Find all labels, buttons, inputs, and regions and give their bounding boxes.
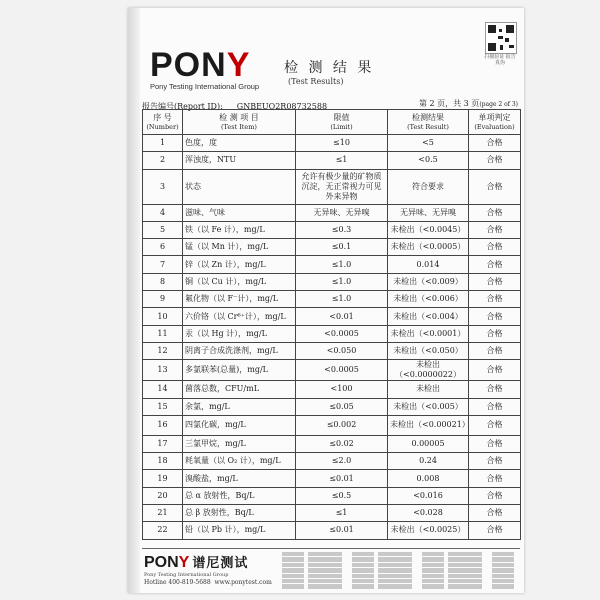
table-row: [143, 239, 521, 256]
footer-branch-list: [282, 552, 518, 590]
table-row: [143, 169, 521, 204]
row-test-item: 锌（以 Zn 计），mg/L: [183, 256, 296, 273]
table-row: [143, 325, 521, 342]
qr-caption: 扫描验证 报告真伪: [484, 54, 516, 66]
row-result: 未检出（<0.0001）: [388, 325, 469, 342]
row-number: 17: [143, 435, 183, 452]
row-number: 16: [143, 415, 183, 435]
report-title-cn: 检 测 结 果: [284, 60, 375, 76]
footer-subtitle: Pony Testing International Group: [144, 572, 229, 578]
row-result: <0.5: [388, 152, 469, 169]
row-result: 未检出（<0.050）: [388, 342, 469, 359]
header-limit: 限值 (Limit): [296, 110, 388, 135]
row-evaluation: 合格: [469, 453, 521, 470]
page-binding-edge: [128, 8, 140, 593]
row-evaluation: 合格: [469, 291, 521, 308]
footer: [142, 548, 520, 593]
row-number: 20: [143, 487, 183, 504]
table-row: [143, 398, 521, 415]
row-result: 无异味、无异嗅: [388, 204, 469, 221]
row-limit: ≤0.3: [296, 221, 388, 238]
row-limit: <100: [296, 381, 388, 398]
footer-hotline: Hotline 400-819-5688 www.ponytest.com: [144, 579, 272, 586]
row-limit: ≤2.0: [296, 453, 388, 470]
row-number: 12: [143, 342, 183, 359]
row-result: 未检出（<0.004）: [388, 308, 469, 325]
row-number: 11: [143, 325, 183, 342]
row-evaluation: 合格: [469, 522, 521, 539]
row-limit: ≤1.0: [296, 291, 388, 308]
row-number: 2: [143, 152, 183, 169]
row-result: 符合要求: [388, 169, 469, 204]
row-limit: ≤1.0: [296, 256, 388, 273]
page-number: 第 2 页，共 3 页(page 2 of 3): [418, 99, 518, 108]
row-limit: <0.050: [296, 342, 388, 359]
row-number: 15: [143, 398, 183, 415]
row-result: <5: [388, 135, 469, 152]
row-result: 0.008: [388, 470, 469, 487]
table-row: [143, 505, 521, 522]
row-test-item: 铅（以 Pb 计），mg/L: [183, 522, 296, 539]
table-row: [143, 291, 521, 308]
row-test-item: 溴酸盐，mg/L: [183, 470, 296, 487]
row-test-item: 六价铬（以 Cr⁶⁺计），mg/L: [183, 308, 296, 325]
row-test-item: 滋味、气味: [183, 204, 296, 221]
row-evaluation: 合格: [469, 308, 521, 325]
row-number: 21: [143, 505, 183, 522]
row-result: 未检出（<0.006）: [388, 291, 469, 308]
row-limit: 允许有极少量的矿物质沉淀，无正常视力可见外来异物: [296, 169, 388, 204]
table-row: [143, 435, 521, 452]
table-row: [143, 381, 521, 398]
report-title-en: (Test Results): [288, 77, 344, 86]
table-row: [143, 487, 521, 504]
table-row: [143, 204, 521, 221]
table-row: [143, 308, 521, 325]
row-test-item: 多氯联苯(总量)，mg/L: [183, 360, 296, 381]
header-test-item: 检 测 项 目 (Test Item): [183, 110, 296, 135]
table-row: [143, 256, 521, 273]
row-result: 0.24: [388, 453, 469, 470]
footer-logo: PONY 谱尼测试: [144, 554, 249, 571]
row-number: 18: [143, 453, 183, 470]
row-result: 0.00005: [388, 435, 469, 452]
row-result: <0.016: [388, 487, 469, 504]
row-evaluation: 合格: [469, 256, 521, 273]
row-number: 4: [143, 204, 183, 221]
table-row: [143, 415, 521, 435]
row-number: 13: [143, 360, 183, 381]
row-limit: ≤1: [296, 505, 388, 522]
row-result: 未检出（<0.0025）: [388, 522, 469, 539]
table-row: [143, 221, 521, 238]
row-evaluation: 合格: [469, 360, 521, 381]
row-test-item: 耗氧量（以 O₂ 计），mg/L: [183, 453, 296, 470]
table-row: [143, 453, 521, 470]
row-limit: ≤1: [296, 152, 388, 169]
table-row: [143, 152, 521, 169]
row-evaluation: 合格: [469, 415, 521, 435]
row-test-item: 铁（以 Fe 计），mg/L: [183, 221, 296, 238]
row-test-item: 铜（以 Cu 计），mg/L: [183, 273, 296, 290]
row-evaluation: 合格: [469, 487, 521, 504]
row-test-item: 色度，度: [183, 135, 296, 152]
row-number: 7: [143, 256, 183, 273]
row-number: 6: [143, 239, 183, 256]
row-limit: 无异味、无异嗅: [296, 204, 388, 221]
header-evaluation: 单项判定 (Evaluation): [469, 110, 521, 135]
row-result: 未检出（<0.009）: [388, 273, 469, 290]
row-evaluation: 合格: [469, 221, 521, 238]
row-evaluation: 合格: [469, 239, 521, 256]
row-test-item: 总 α 放射性，Bq/L: [183, 487, 296, 504]
row-limit: <0.0005: [296, 325, 388, 342]
row-evaluation: 合格: [469, 169, 521, 204]
row-test-item: 氟化物（以 F⁻计），mg/L: [183, 291, 296, 308]
row-test-item: 浑浊度，NTU: [183, 152, 296, 169]
qr-code-icon: [485, 22, 517, 54]
row-test-item: 三氯甲烷，mg/L: [183, 435, 296, 452]
row-number: 14: [143, 381, 183, 398]
report-id: GNBEUQ2R08732588: [236, 102, 328, 111]
row-test-item: 汞（以 Hg 计），mg/L: [183, 325, 296, 342]
row-number: 10: [143, 308, 183, 325]
row-evaluation: 合格: [469, 273, 521, 290]
row-number: 8: [143, 273, 183, 290]
row-result: 未检出（<0.005）: [388, 398, 469, 415]
row-number: 22: [143, 522, 183, 539]
row-number: 19: [143, 470, 183, 487]
row-test-item: 菌落总数，CFU/mL: [183, 381, 296, 398]
row-limit: ≤0.1: [296, 239, 388, 256]
row-evaluation: 合格: [469, 152, 521, 169]
row-number: 9: [143, 291, 183, 308]
row-result: 未检出（<0.0000022）: [388, 360, 469, 381]
table-row: [143, 273, 521, 290]
table-header-row: [143, 110, 521, 135]
row-limit: ≤0.5: [296, 487, 388, 504]
row-test-item: 锰（以 Mn 计），mg/L: [183, 239, 296, 256]
table-row: [143, 135, 521, 152]
row-number: 5: [143, 221, 183, 238]
logo-subtitle: Pony Testing International Group: [150, 82, 260, 91]
row-evaluation: 合格: [469, 381, 521, 398]
row-test-item: 总 β 放射性，Bq/L: [183, 505, 296, 522]
report-page: [128, 8, 524, 593]
row-evaluation: 合格: [469, 342, 521, 359]
pony-logo: PONY: [150, 46, 251, 84]
row-limit: ≤0.05: [296, 398, 388, 415]
row-limit: <0.0005: [296, 360, 388, 381]
row-result: 未检出（<0.0005）: [388, 239, 469, 256]
table-row: [143, 360, 521, 381]
header-test-result: 检测结果 (Test Result): [388, 110, 469, 135]
row-result: 未检出（<0.00021）: [388, 415, 469, 435]
row-evaluation: 合格: [469, 325, 521, 342]
row-limit: ≤0.01: [296, 522, 388, 539]
row-limit: ≤1.0: [296, 273, 388, 290]
row-test-item: 四氯化碳，mg/L: [183, 415, 296, 435]
report-id-label: 报告编号(Report ID):: [142, 102, 223, 111]
row-test-item: 阴离子合成洗涤剂，mg/L: [183, 342, 296, 359]
row-evaluation: 合格: [469, 505, 521, 522]
row-test-item: 余氯，mg/L: [183, 398, 296, 415]
row-result: <0.028: [388, 505, 469, 522]
row-limit: ≤0.01: [296, 470, 388, 487]
row-evaluation: 合格: [469, 204, 521, 221]
row-limit: ≤0.002: [296, 415, 388, 435]
row-evaluation: 合格: [469, 135, 521, 152]
row-limit: ≤0.02: [296, 435, 388, 452]
row-number: 1: [143, 135, 183, 152]
row-test-item: 状态: [183, 169, 296, 204]
header-number: 序 号 (Number): [143, 110, 183, 135]
table-row: [143, 342, 521, 359]
row-evaluation: 合格: [469, 398, 521, 415]
row-result: 0.014: [388, 256, 469, 273]
results-table: [142, 109, 521, 540]
row-result: 未检出: [388, 381, 469, 398]
row-evaluation: 合格: [469, 435, 521, 452]
table-row: [143, 522, 521, 539]
row-limit: <0.01: [296, 308, 388, 325]
row-number: 3: [143, 169, 183, 204]
table-row: [143, 470, 521, 487]
row-limit: ≤10: [296, 135, 388, 152]
row-result: 未检出（<0.0045）: [388, 221, 469, 238]
row-evaluation: 合格: [469, 470, 521, 487]
